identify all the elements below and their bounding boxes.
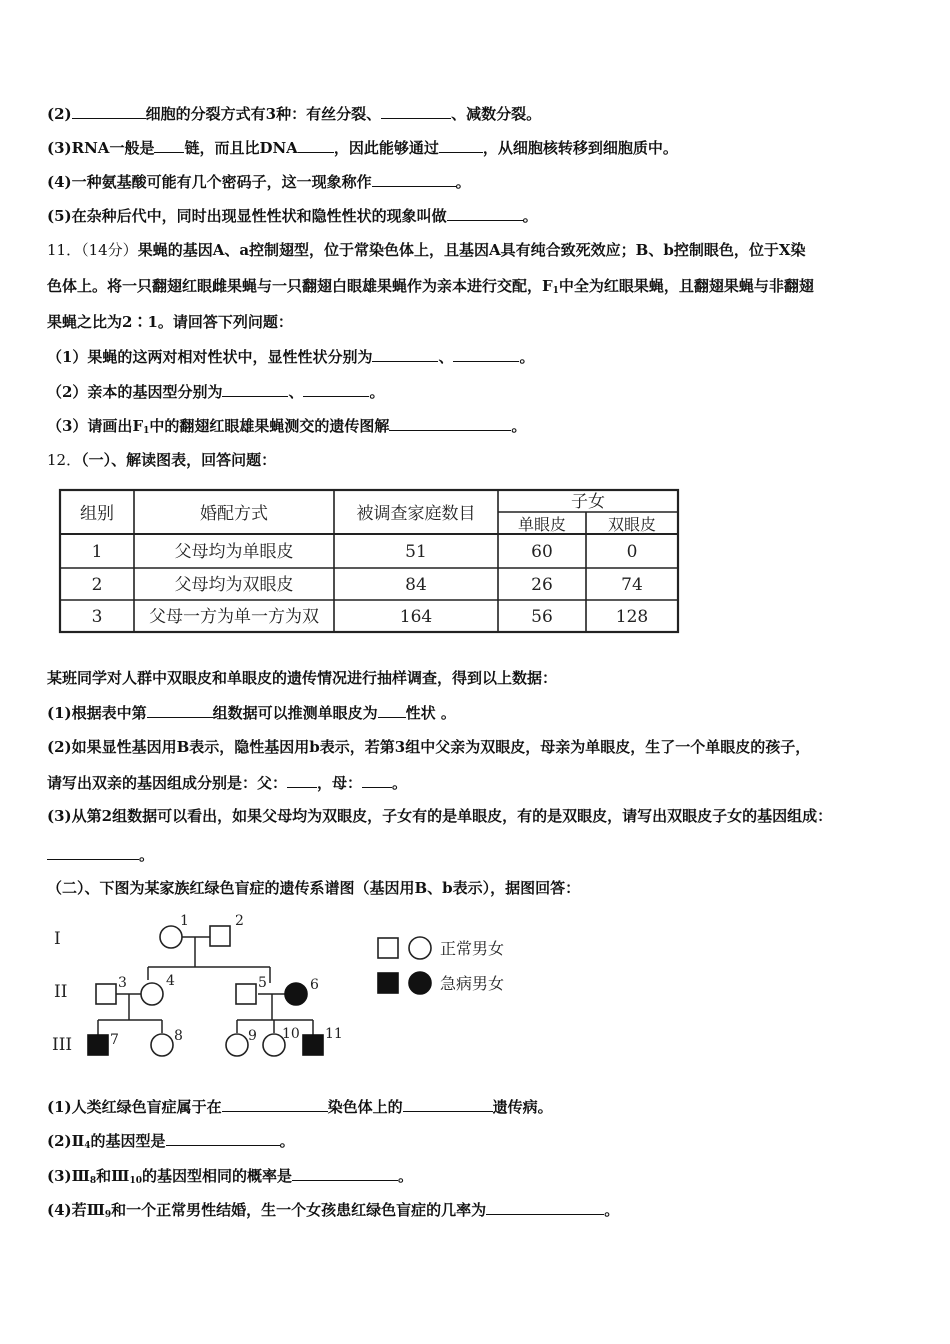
id-label-7: 7	[110, 1032, 119, 1048]
answer-blank[interactable]	[47, 844, 139, 860]
answer-blank[interactable]	[362, 772, 392, 788]
q10-part4: (4)一种氨基酸可能有几个密码子，这一现象称作 。	[47, 173, 471, 191]
q12-intro: 某班同学对人群中双眼皮和单眼皮的遗传情况进行抽样调查，得到以上数据：	[47, 669, 558, 687]
legend-affected-female-icon	[409, 972, 431, 994]
individual-3-normal-male	[96, 984, 116, 1004]
id-label-11: 11	[325, 1026, 343, 1042]
row1-double: 0	[626, 542, 638, 562]
q11-sub3: （3）请画出$F_1$中的翻翅红眼雄果蝇测交的遗传图解 。	[47, 417, 527, 436]
row3-families: 164	[399, 607, 433, 627]
answer-blank[interactable]	[372, 171, 456, 187]
individual-6-affected-female	[285, 983, 307, 1005]
legend-affected-male-icon	[378, 973, 398, 993]
individual-5-normal-male	[236, 984, 256, 1004]
individual-8-normal-female	[151, 1034, 173, 1056]
id-label-3: 3	[118, 975, 127, 991]
row2-group: 2	[91, 575, 103, 595]
row2-single: 26	[531, 575, 553, 595]
row2-families: 84	[405, 575, 427, 595]
q12-pedigree-q4: (4)若$Ⅲ_9$和一个正常男性结婚，生一个女孩患红绿色盲症的几率为 。	[47, 1201, 620, 1220]
answer-blank[interactable]	[292, 1165, 398, 1181]
legend-normal-label: 正常男女	[440, 939, 505, 958]
header-families: 被调查家庭数目	[356, 504, 476, 524]
answer-blank[interactable]	[486, 1199, 604, 1215]
header-mating: 婚配方式	[200, 504, 268, 524]
id-label-8: 8	[174, 1028, 183, 1044]
row2-mating: 父母均为双眼皮	[174, 575, 294, 595]
row3-mating: 父母一方为单一方为双	[149, 607, 319, 627]
header-group: 组别	[80, 504, 114, 524]
q11-stem-line1: 11．（14分）果蝇的基因A、a控制翅型，位于常染色体上，且基因A具有纯合致死效应；B、b控制眼色，位于X染	[47, 241, 806, 259]
answer-blank[interactable]	[381, 103, 451, 119]
id-label-1: 1	[180, 913, 189, 929]
row2-double: 74	[621, 575, 643, 595]
q12-part2-line2: 请写出双亲的基因组成分别是：父： ，母： 。	[47, 774, 408, 792]
q10-part3: (3)RNA一般是 链，而且比DNA ，因此能够通过 ，从细胞核转移到细胞质中。	[47, 139, 678, 157]
q11-sub2: （2）亲本的基因型分别为 、 。	[47, 383, 385, 401]
generation-label-3: III	[52, 1035, 73, 1055]
header-single: 单眼皮	[517, 515, 567, 534]
answer-blank[interactable]	[166, 1130, 280, 1146]
id-label-6: 6	[310, 977, 319, 993]
q12-part1: (1)根据表中第 组数据可以推测单眼皮为 性状 。	[47, 704, 456, 722]
q11-stem-line3: 果蝇之比为2∶1。请回答下列问题：	[47, 313, 293, 331]
individual-1-normal-female	[160, 926, 182, 948]
answer-blank[interactable]	[439, 137, 483, 153]
q11-sub1: （1）果蝇的这两对相对性状中，显性性状分别为 、 。	[47, 348, 535, 366]
generation-label-2: II	[54, 982, 68, 1002]
answer-blank[interactable]	[222, 1096, 328, 1112]
row1-mating: 父母均为单眼皮	[174, 542, 294, 562]
answer-blank[interactable]	[378, 702, 406, 718]
q12-part3-line1: (3)从第2组数据可以看出，如果父母均为双眼皮，子女有的是单眼皮，有的是双眼皮，请写出双眼皮子女的基因组成：	[47, 807, 833, 825]
answer-blank[interactable]	[372, 346, 438, 362]
q11-stem-line2: 色体上。将一只翻翅红眼雌果蝇与一只翻翅白眼雄果蝇作为亲本进行交配，$F_1$中全为红眼果蝇，且翻翅果蝇与非翻翅	[47, 277, 814, 296]
individual-7-affected-male	[88, 1035, 108, 1055]
answer-blank[interactable]	[72, 103, 146, 119]
row3-group: 3	[91, 607, 103, 627]
q12-part2-line1: (2)如果显性基因用B表示，隐性基因用b表示，若第3组中父亲为双眼皮，母亲为单眼皮，生了一个单眼皮的孩子，	[47, 738, 811, 756]
q12-pedigree-q3: $(3)Ⅲ_8$和$Ⅲ_{10}$的基因型相同的概率是 。	[47, 1167, 414, 1186]
answer-blank[interactable]	[453, 346, 519, 362]
individual-9-normal-female	[226, 1034, 248, 1056]
individual-11-affected-male	[303, 1035, 323, 1055]
legend-normal-male-icon	[378, 938, 398, 958]
answer-blank[interactable]	[389, 415, 511, 431]
answer-blank[interactable]	[222, 381, 288, 397]
individual-2-normal-male	[210, 926, 230, 946]
legend-affected-label: 急病男女	[440, 974, 505, 993]
row1-families: 51	[405, 542, 427, 562]
q12-number: 12．	[47, 451, 82, 469]
generation-label-1: I	[54, 929, 61, 949]
answer-blank[interactable]	[403, 1096, 493, 1112]
id-label-4: 4	[166, 973, 175, 989]
q12-pedigree-q1: (1)人类红绿色盲症属于在 染色体上的 遗传病。	[47, 1098, 553, 1116]
q11-number: 11．（14分）	[47, 241, 138, 259]
row1-group: 1	[91, 542, 103, 562]
id-label-9: 9	[248, 1028, 257, 1044]
survey-table	[58, 488, 680, 636]
individual-4-normal-female	[141, 983, 163, 1005]
row1-single: 60	[531, 542, 553, 562]
legend-normal-female-icon	[409, 937, 431, 959]
header-children: 子女	[571, 492, 605, 512]
answer-blank[interactable]	[303, 381, 369, 397]
answer-blank[interactable]	[154, 137, 184, 153]
id-label-2: 2	[235, 913, 244, 929]
id-label-5: 5	[258, 975, 267, 991]
answer-blank[interactable]	[298, 137, 334, 153]
answer-blank[interactable]	[147, 702, 213, 718]
answer-blank[interactable]	[447, 205, 523, 221]
pedigree-chart	[40, 905, 540, 1075]
header-double: 双眼皮	[607, 515, 657, 534]
id-label-10: 10	[282, 1026, 300, 1042]
q12-title: 12．（一）、解读图表，回答问题：	[47, 451, 277, 469]
q12-part3-line2: 。	[47, 844, 154, 865]
answer-blank[interactable]	[287, 772, 317, 788]
q12-part-two-title: （二）、下图为某家族红绿色盲症的遗传系谱图（基因用B、b表示），据图回答：	[47, 879, 581, 897]
q10-part2: (2) 细胞的分裂方式有3种：有丝分裂、 、减数分裂。	[47, 105, 542, 123]
q12-pedigree-q2: $(2)Ⅱ_4$的基因型是 。	[47, 1132, 295, 1151]
row3-double: 128	[615, 607, 649, 627]
q10-part5: (5)在杂种后代中，同时出现显性性状和隐性性状的现象叫做 。	[47, 207, 538, 225]
row3-single: 56	[531, 607, 553, 627]
